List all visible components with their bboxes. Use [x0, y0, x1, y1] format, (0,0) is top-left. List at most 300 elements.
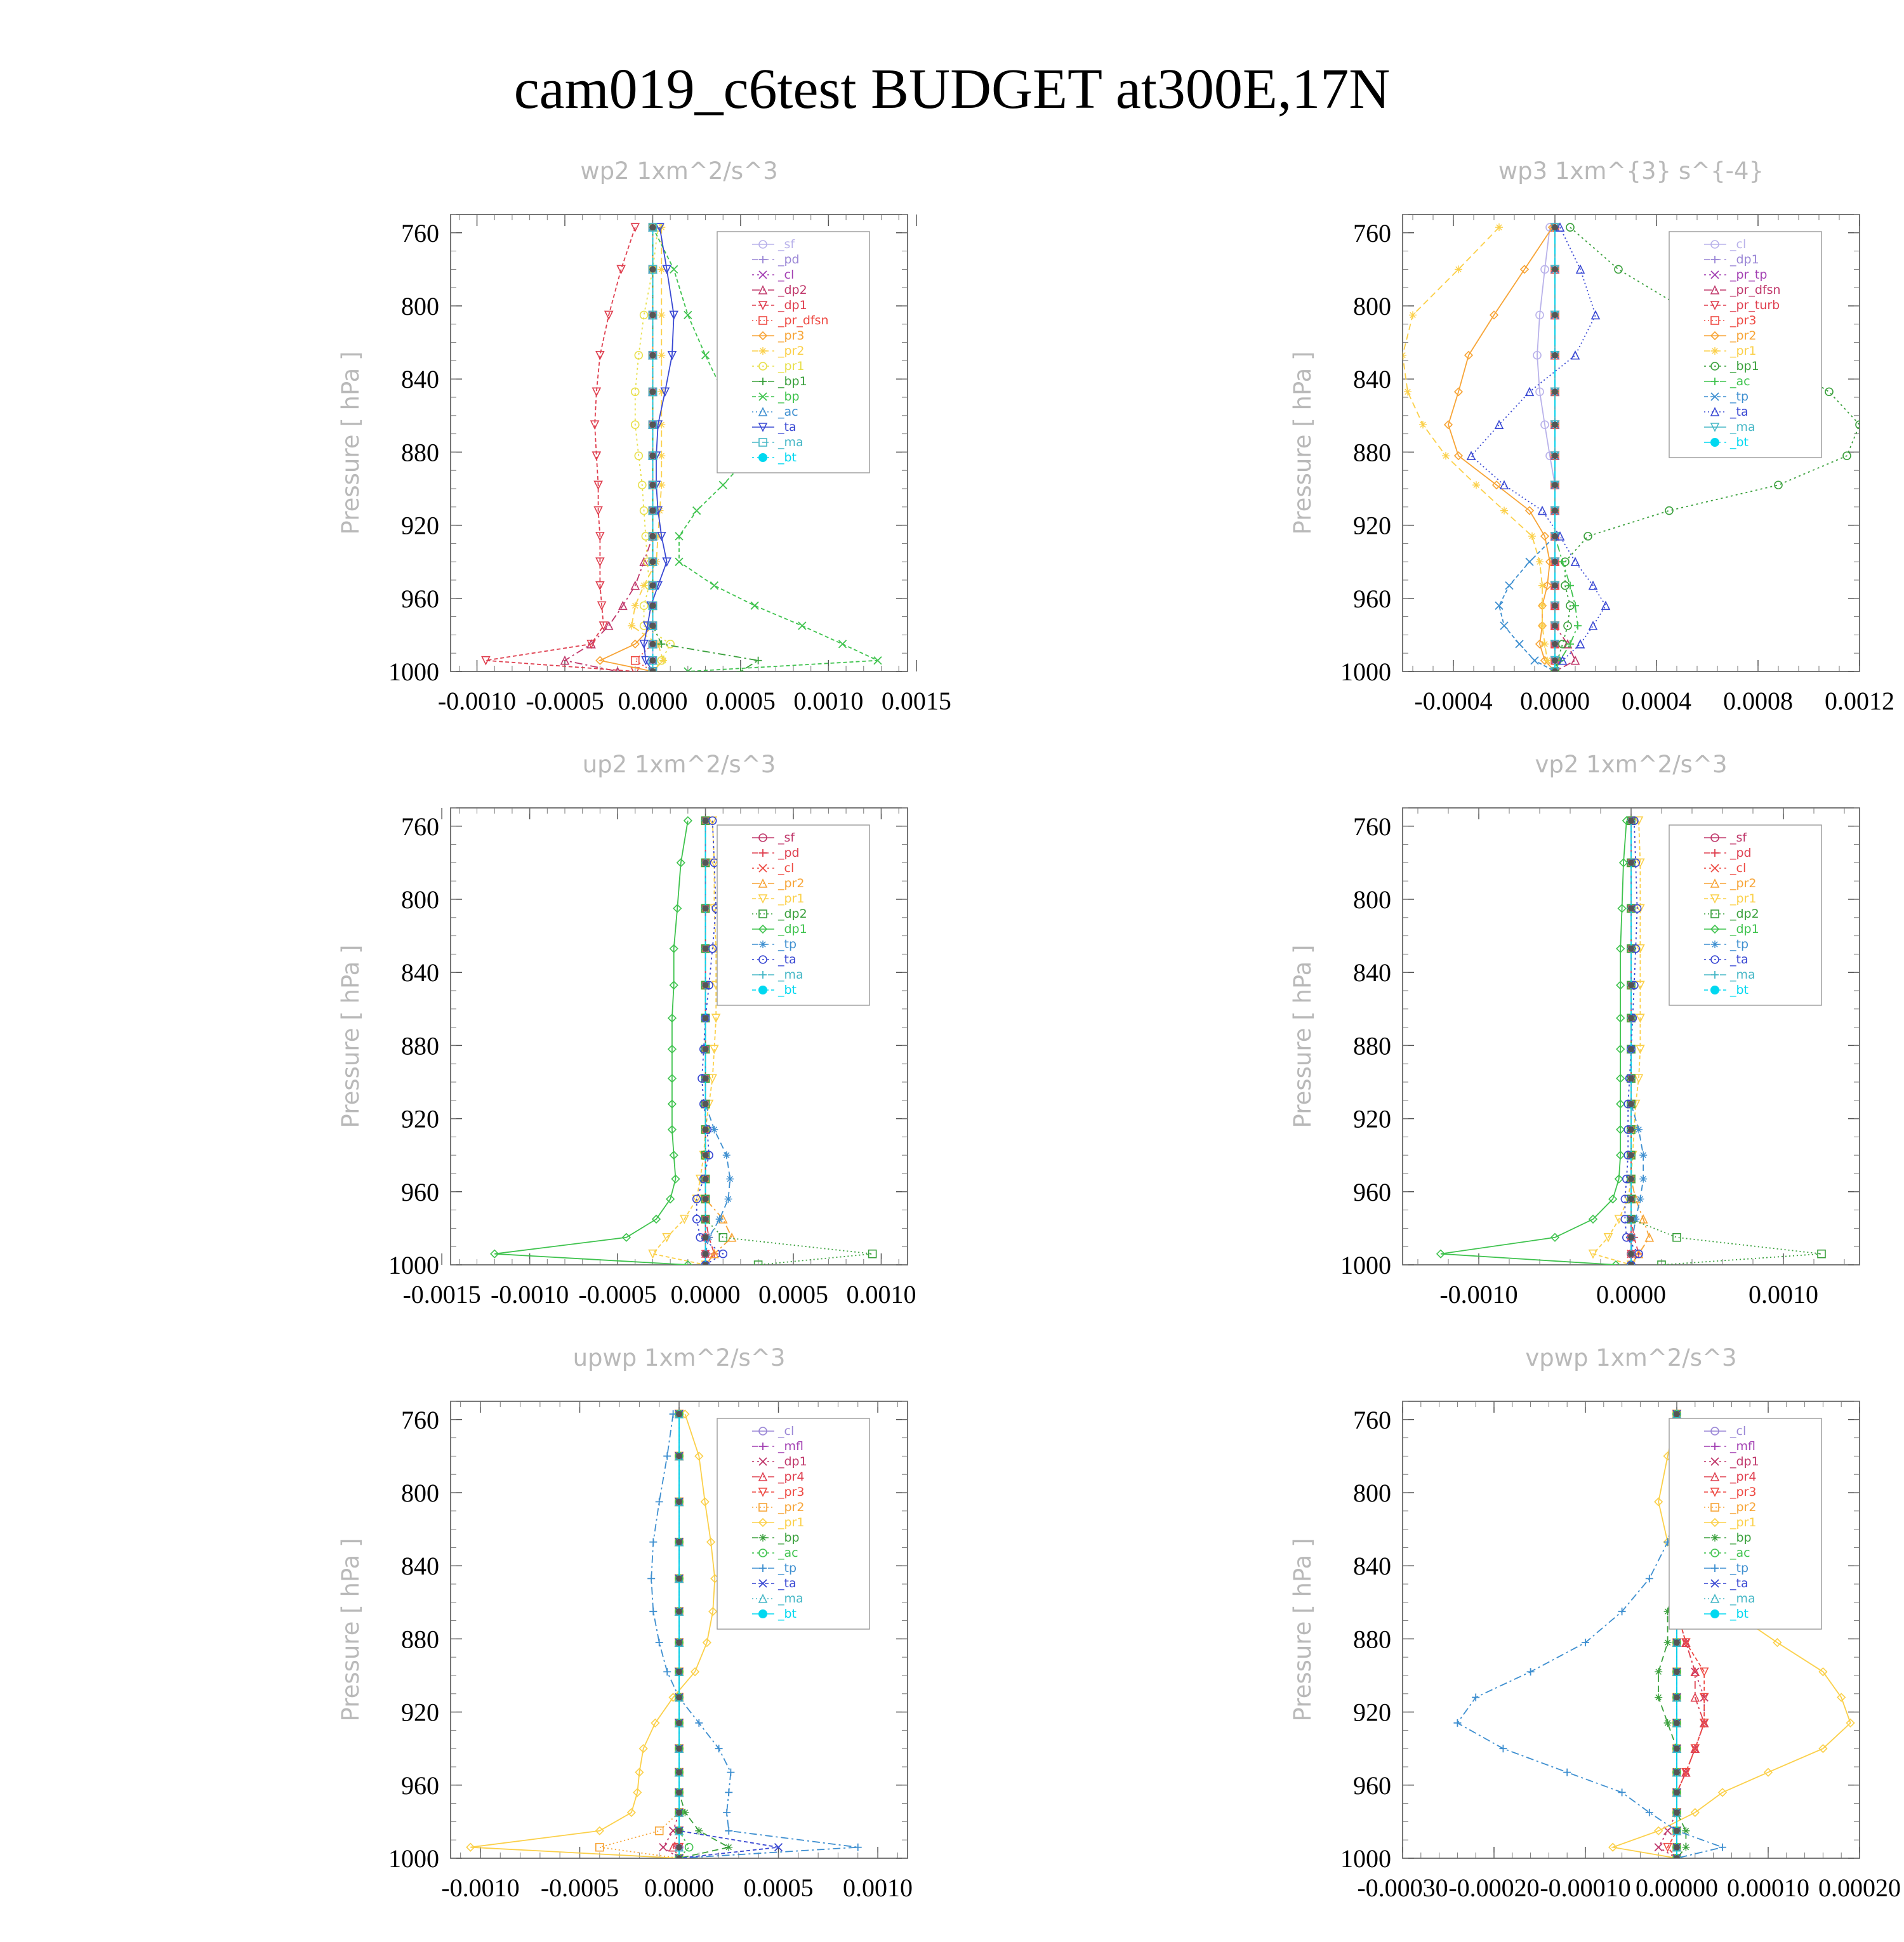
data-point: [1628, 1046, 1634, 1052]
data-point: [725, 1195, 732, 1203]
data-point: [1674, 1411, 1680, 1417]
data-point: [676, 1745, 682, 1752]
data-point: [1628, 817, 1634, 824]
data-point: [1552, 623, 1558, 629]
y-tick-label: 960: [1353, 1771, 1391, 1800]
x-tick-label: -0.0005: [526, 687, 604, 715]
data-point: [647, 1575, 655, 1582]
legend-label: _pr_dfsn: [778, 314, 829, 327]
legend-label: _bp: [1730, 1531, 1752, 1545]
y-axis-label: Pressure [ hPa ]: [1289, 1538, 1316, 1722]
legend-label: _cl: [1730, 861, 1747, 875]
data-point: [676, 1844, 682, 1851]
chart-up2: [0, 739, 952, 1349]
data-point: [703, 859, 709, 866]
y-tick-label: 880: [1353, 1625, 1391, 1654]
data-point: [631, 602, 639, 609]
x-tick-label: 0.0000: [644, 1873, 714, 1902]
data-point: [1552, 641, 1558, 647]
legend-label: _cl: [778, 1424, 795, 1438]
data-point: [658, 481, 665, 489]
data-point: [1628, 1196, 1634, 1202]
data-point: [685, 1844, 693, 1851]
y-tick-label: 760: [401, 218, 439, 248]
data-point: [1419, 421, 1427, 428]
data-point: [1618, 1788, 1626, 1796]
data-point: [751, 602, 758, 609]
series-pr1: [1589, 817, 1644, 1269]
data-point: [649, 312, 656, 318]
data-point: [649, 482, 656, 488]
data-point: [1719, 1844, 1726, 1851]
legend-label: _bt: [1730, 435, 1749, 449]
y-tick-label: 760: [1353, 1405, 1391, 1434]
data-point: [670, 265, 678, 273]
data-point: [1527, 1668, 1535, 1675]
series-dp1: [482, 223, 638, 675]
data-point: [1674, 1745, 1680, 1752]
legend-label: _dp1: [1730, 1455, 1759, 1469]
data-point: [1559, 558, 1566, 565]
legend-label: _ta: [1730, 1576, 1749, 1590]
data-point: [1552, 558, 1558, 565]
legend-label: _bt: [1730, 983, 1749, 997]
data-point: [703, 982, 709, 988]
legend-label: _cl: [778, 861, 795, 875]
data-point: [1655, 1694, 1662, 1701]
legend-label: _ac: [778, 1546, 798, 1560]
data-point: [1531, 657, 1538, 664]
data-point: [693, 507, 701, 515]
x-tick-label: 0.0010: [1749, 1280, 1818, 1309]
panel-vp2: [952, 739, 1904, 1349]
data-point: [1639, 1151, 1647, 1159]
data-point: [1592, 311, 1599, 319]
legend-label: _cl: [1730, 1424, 1747, 1438]
legend-label: _pr2: [778, 876, 805, 890]
legend-label: _dp1: [778, 1455, 807, 1469]
legend-label: _tp: [1730, 937, 1749, 951]
y-tick-label: 800: [1353, 1479, 1391, 1507]
x-tick-label: -0.0010: [490, 1280, 569, 1309]
legend-marker: [758, 1609, 767, 1618]
data-point: [1499, 1745, 1507, 1752]
data-point: [1574, 622, 1582, 630]
data-point: [703, 1046, 709, 1052]
chart-vp2: [952, 739, 1904, 1349]
data-point: [703, 1176, 709, 1182]
legend-label: _pd: [778, 846, 800, 860]
legend-marker: [758, 986, 767, 994]
legend-label: _pr2: [778, 1500, 805, 1514]
data-point: [727, 1769, 734, 1776]
chart-vpwp: [952, 1333, 1904, 1942]
legend-marker: [1710, 438, 1719, 447]
legend-label: _bt: [1730, 1607, 1749, 1621]
x-tick-label: 0.00010: [1727, 1873, 1809, 1902]
y-tick-label: 1000: [388, 657, 439, 686]
chart-wp2: [0, 146, 952, 755]
data-point: [1628, 859, 1634, 866]
data-point: [659, 1844, 667, 1851]
data-point: [618, 265, 625, 273]
data-point: [663, 1452, 671, 1460]
legend-label: _tp: [778, 1561, 797, 1575]
data-point: [703, 1234, 709, 1241]
data-point: [1552, 668, 1558, 675]
data-point: [1635, 1126, 1643, 1133]
series-dp1: [1437, 817, 1630, 1269]
data-point: [1552, 452, 1558, 459]
data-point: [1589, 622, 1597, 630]
data-point: [1541, 640, 1549, 648]
data-point: [798, 622, 806, 630]
series-line: [1441, 821, 1627, 1265]
legend-label: _bt: [778, 1607, 797, 1621]
data-point: [703, 1075, 709, 1081]
data-point: [676, 1789, 682, 1795]
x-tick-label: 0.0000: [670, 1280, 741, 1309]
legend-marker: [759, 347, 767, 355]
legend-label: _dp2: [778, 283, 807, 297]
panel-title: up2 1xm^2/s^3: [582, 751, 776, 778]
data-point: [1467, 452, 1475, 459]
data-point: [649, 533, 656, 539]
y-tick-label: 760: [1353, 218, 1391, 248]
data-point: [676, 1608, 682, 1615]
data-point: [1472, 1694, 1479, 1701]
data-point: [656, 1827, 663, 1835]
data-point: [710, 1126, 718, 1133]
y-tick-label: 880: [1353, 1031, 1391, 1060]
data-point: [1655, 1668, 1662, 1675]
data-point: [676, 1668, 682, 1675]
legend-label: _mfl: [778, 1439, 803, 1453]
series-line: [600, 1414, 679, 1858]
data-point: [723, 1151, 731, 1159]
legend-marker: [1710, 986, 1719, 994]
data-point: [703, 1101, 709, 1107]
legend: [1669, 232, 1821, 458]
y-tick-label: 760: [1353, 812, 1391, 841]
data-point: [1636, 1195, 1644, 1203]
data-point: [1664, 1719, 1672, 1727]
data-point: [1552, 533, 1558, 539]
data-point: [1674, 1720, 1680, 1726]
data-point: [676, 1828, 682, 1834]
data-point: [649, 352, 656, 359]
series-dp1: [491, 817, 692, 1269]
data-point: [1674, 1639, 1680, 1646]
chart-upwp: [0, 1333, 952, 1942]
x-tick-label: -0.0005: [578, 1280, 657, 1309]
data-point: [703, 905, 709, 911]
legend-label: _pr1: [778, 1516, 805, 1529]
legend-label: _ta: [778, 1576, 797, 1590]
legend-label: _pr4: [778, 1470, 805, 1484]
data-point: [710, 582, 718, 590]
data-point: [1577, 640, 1584, 648]
y-axis-label: Pressure [ hPa ]: [337, 351, 364, 535]
data-point: [1552, 482, 1558, 488]
x-tick-label: 0.0000: [1596, 1280, 1666, 1309]
x-tick-label: 0.0010: [843, 1873, 913, 1902]
data-point: [1628, 1234, 1634, 1241]
data-point: [1505, 582, 1513, 590]
data-point: [1442, 452, 1450, 459]
legend-label: _pr_dfsn: [1730, 283, 1781, 297]
legend-label: _pr3: [1730, 314, 1757, 327]
series-dp2: [561, 223, 656, 675]
legend-label: _bp1: [778, 374, 807, 388]
legend-label: _dp1: [1730, 922, 1759, 936]
legend-marker: [1711, 347, 1719, 355]
y-tick-label: 880: [401, 438, 439, 467]
y-tick-label: 800: [1353, 885, 1391, 914]
data-point: [658, 352, 665, 359]
legend-label: _ta: [778, 953, 797, 967]
y-tick-label: 800: [1353, 292, 1391, 320]
data-point: [703, 1251, 709, 1257]
figure-title: cam019_c6test BUDGET at300E,17N: [513, 58, 1391, 121]
data-point: [1538, 582, 1546, 590]
data-point: [1571, 352, 1579, 359]
data-point: [1628, 1251, 1634, 1257]
series-pr1: [1399, 223, 1559, 675]
data-point: [649, 558, 656, 565]
data-point: [649, 224, 656, 230]
x-tick-label: -0.0010: [1439, 1280, 1518, 1309]
data-point: [631, 223, 639, 231]
data-point: [649, 1538, 657, 1546]
series-ta: [1467, 223, 1610, 675]
y-axis-label: Pressure [ hPa ]: [1289, 944, 1316, 1128]
legend-label: _ta: [1730, 953, 1749, 967]
data-point: [1571, 558, 1579, 565]
data-point: [676, 1769, 682, 1776]
data-point: [703, 1262, 709, 1268]
legend-label: _ma: [1730, 1592, 1755, 1606]
data-point: [649, 583, 656, 589]
x-tick-label: -0.00030: [1357, 1873, 1448, 1902]
panel-wp2: [0, 146, 952, 755]
data-point: [1538, 602, 1546, 609]
data-point: [1682, 1844, 1689, 1851]
legend-marker: [1711, 941, 1719, 948]
legend-label: _dp2: [1730, 907, 1759, 921]
data-point: [1495, 602, 1503, 609]
data-point: [1674, 1694, 1680, 1701]
data-point: [676, 1498, 682, 1505]
data-point: [1500, 507, 1508, 515]
data-point: [1455, 265, 1462, 273]
legend-label: _mfl: [1730, 1439, 1755, 1453]
y-tick-label: 1000: [1340, 1251, 1391, 1279]
legend-label: _sf: [778, 831, 795, 845]
series-bt: [676, 1411, 682, 1861]
data-point: [1674, 1855, 1680, 1861]
y-tick-label: 960: [401, 584, 439, 613]
data-point: [755, 657, 762, 664]
data-point: [1552, 312, 1558, 318]
data-point: [658, 265, 665, 273]
panel-vpwp: [952, 1333, 1904, 1942]
series-line: [1403, 227, 1555, 671]
data-point: [1639, 1175, 1647, 1183]
legend-marker: [1711, 1534, 1719, 1542]
legend-label: _cl: [1730, 237, 1747, 251]
series-line: [565, 227, 653, 671]
legend-label: _dp1: [778, 298, 807, 312]
data-point: [1552, 583, 1558, 589]
y-tick-label: 920: [401, 1104, 439, 1133]
legend-marker: [1710, 1609, 1719, 1618]
panel-title: vp2 1xm^2/s^3: [1535, 751, 1728, 778]
y-tick-label: 920: [401, 511, 439, 540]
data-point: [1538, 507, 1546, 515]
y-tick-label: 840: [401, 365, 439, 394]
legend-label: _bp: [778, 1531, 800, 1545]
legend-label: _ac: [1730, 1546, 1750, 1560]
legend-label: _cl: [778, 268, 795, 282]
y-tick-label: 960: [401, 1177, 439, 1206]
legend-label: _pd: [778, 253, 800, 267]
data-point: [1552, 657, 1558, 664]
data-point: [725, 1844, 732, 1851]
x-tick-label: -0.0010: [437, 687, 517, 715]
y-axis-label: Pressure [ hPa ]: [337, 1538, 364, 1722]
data-point: [649, 452, 656, 459]
legend-label: _pr_tp: [1730, 268, 1768, 282]
data-point: [1472, 481, 1480, 489]
legend: [717, 232, 869, 473]
data-point: [1584, 532, 1592, 540]
x-tick-label: 0.0005: [743, 1873, 814, 1902]
data-point: [1544, 657, 1551, 664]
legend: [717, 825, 869, 1005]
y-tick-label: 920: [1353, 1104, 1391, 1133]
legend-label: _ac: [778, 405, 798, 419]
data-point: [723, 1809, 731, 1816]
y-tick-label: 920: [1353, 511, 1391, 540]
data-point: [1602, 602, 1610, 609]
data-point: [1409, 311, 1417, 319]
data-point: [1628, 1126, 1634, 1133]
x-tick-label: 0.0010: [793, 687, 864, 715]
data-point: [1552, 421, 1558, 428]
data-point: [716, 1215, 724, 1223]
legend-label: _pr3: [1730, 1485, 1757, 1499]
y-axis-label: Pressure [ hPa ]: [1289, 351, 1316, 535]
data-point: [1628, 1152, 1634, 1158]
y-axis-label: Pressure [ hPa ]: [337, 944, 364, 1128]
data-point: [1552, 602, 1558, 609]
x-tick-label: 0.0005: [705, 687, 776, 715]
data-point: [1526, 558, 1533, 565]
data-point: [1500, 481, 1508, 489]
data-point: [1516, 640, 1523, 648]
x-tick-label: -0.0005: [540, 1873, 619, 1902]
data-point: [1674, 1828, 1680, 1834]
x-tick-label: -0.0004: [1414, 687, 1493, 715]
data-point: [1453, 1719, 1461, 1727]
data-point: [1628, 1216, 1634, 1222]
y-tick-label: 1000: [1340, 1844, 1391, 1873]
data-point: [1628, 905, 1634, 911]
data-point: [1538, 622, 1546, 630]
y-tick-label: 880: [401, 1031, 439, 1060]
legend-label: _ma: [778, 435, 803, 449]
y-tick-label: 840: [401, 1552, 439, 1581]
y-tick-label: 960: [1353, 584, 1391, 613]
chart-wp3: [952, 146, 1904, 755]
data-point: [676, 1720, 682, 1726]
data-point: [649, 623, 656, 629]
data-point: [1399, 352, 1406, 359]
data-point: [1674, 1668, 1680, 1675]
data-point: [684, 311, 692, 319]
legend-label: _pr3: [778, 1485, 805, 1499]
data-point: [1628, 1101, 1634, 1107]
data-point: [676, 1855, 682, 1861]
data-point: [1528, 532, 1536, 540]
legend-label: _ma: [778, 1592, 803, 1606]
legend-label: _ta: [778, 420, 797, 434]
data-point: [649, 668, 656, 675]
data-point: [1628, 946, 1634, 952]
data-point: [1552, 388, 1558, 395]
x-tick-label: 0.00000: [1636, 1873, 1718, 1902]
y-tick-label: 840: [1353, 1552, 1391, 1581]
data-point: [1646, 1809, 1653, 1816]
x-tick-label: 0.0005: [758, 1280, 828, 1309]
panel-up2: [0, 739, 952, 1349]
series-line: [1471, 227, 1606, 671]
x-tick-label: -0.00010: [1540, 1873, 1631, 1902]
data-point: [1628, 1176, 1634, 1182]
y-tick-label: 1000: [1340, 657, 1391, 686]
y-tick-label: 1000: [388, 1844, 439, 1873]
data-point: [1552, 266, 1558, 272]
data-point: [675, 558, 683, 565]
panel-title: upwp 1xm^2/s^3: [572, 1344, 786, 1371]
data-point: [1495, 421, 1503, 428]
data-point: [656, 1498, 663, 1505]
data-point: [1655, 1844, 1662, 1851]
data-point: [656, 1639, 663, 1646]
y-tick-label: 880: [401, 1625, 439, 1654]
data-point: [658, 452, 665, 459]
data-point: [676, 1575, 682, 1582]
data-point: [663, 1668, 671, 1675]
data-point: [1674, 1789, 1680, 1795]
x-tick-label: 0.0000: [618, 687, 688, 715]
data-point: [649, 602, 656, 609]
data-point: [676, 1539, 682, 1545]
series-line: [486, 227, 635, 671]
x-tick-label: 0.0015: [881, 687, 951, 715]
data-point: [1563, 1769, 1571, 1776]
legend-label: _bt: [778, 983, 797, 997]
legend-label: _pr2: [778, 344, 805, 358]
y-tick-label: 920: [1353, 1698, 1391, 1727]
data-point: [1628, 1075, 1634, 1081]
data-point: [676, 1453, 682, 1459]
legend-label: _dp1: [1730, 253, 1759, 267]
data-point: [839, 640, 847, 648]
panel-upwp: [0, 1333, 952, 1942]
legend-label: _ma: [778, 968, 803, 982]
